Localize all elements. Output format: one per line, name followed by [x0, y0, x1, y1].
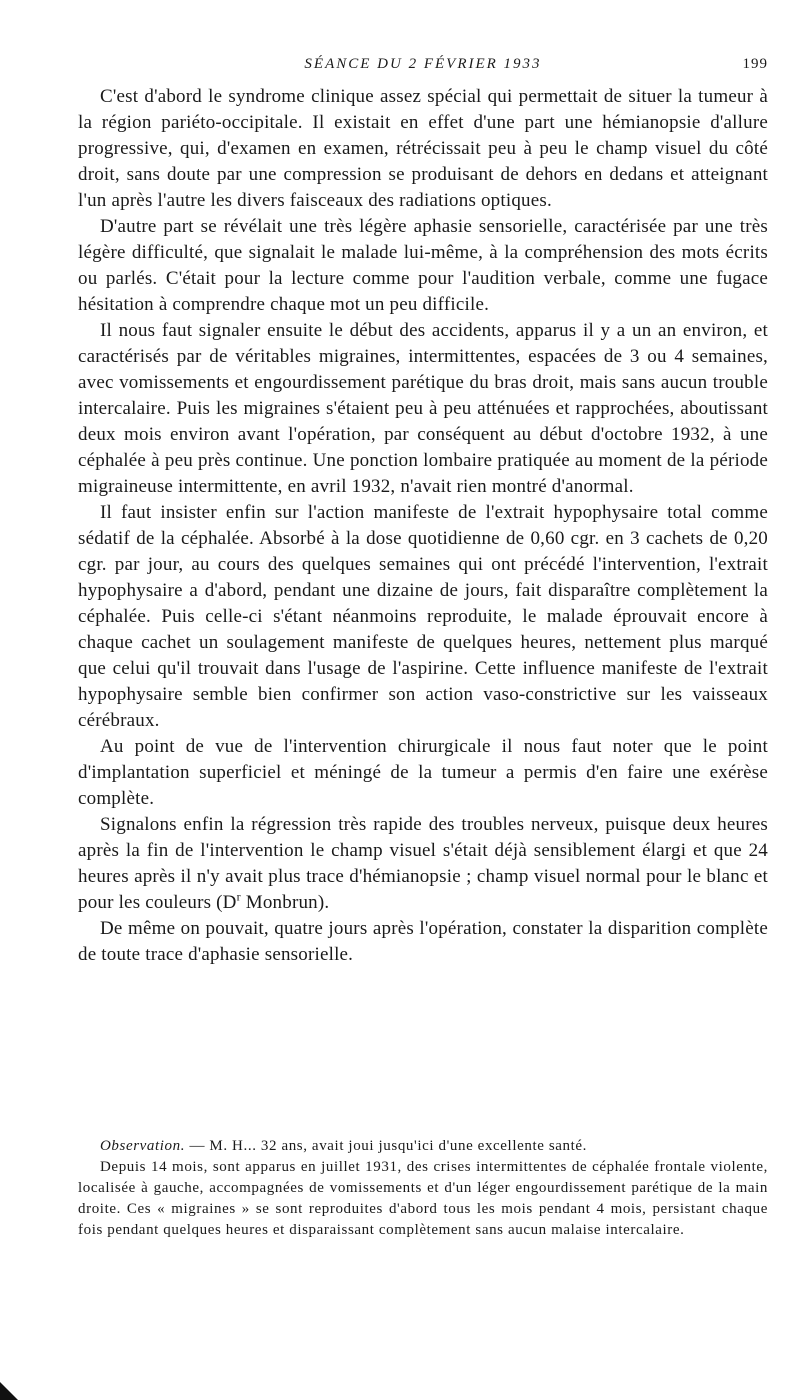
- observation-note: [78, 1136, 768, 1241]
- regression-text-end: Monbrun).: [240, 892, 330, 913]
- page-number: 199: [742, 56, 768, 72]
- running-title: SÉANCE DU 2 FÉVRIER 1933: [304, 56, 542, 72]
- observation-first-line: [78, 1136, 768, 1157]
- paragraph-intervention: Au point de vue de l'intervention chirurgicale il nous faut noter que le point d'implantation superficiel et méningé de la tumeur a permis d'en faire une exérèse complète.: [78, 736, 768, 809]
- paragraph-extrait-hypophysaire: Il faut insister enfin sur l'action manifeste de l'extrait hypophysaire total comme sédatif de la céphalée. Absorbé à la dose quotidienne de 0,60 cgr. en 3 cachets de 0,20 cgr. par jour, au cours des quelques semaines qui ont précédé l'intervention, l'extrait hypophysaire a d'abord, pendant une dizaine de jours, fait disparaître complètement la céphalée. Puis celle-ci s'étant néanmoins reproduite, le malade éprouvait encore à chaque cachet un soulagement manifeste de quelques heures, nettement plus marqué que celui qu'il trouvait dans l'usage de l'aspirine. Cette influence manifeste de l'extrait hypophysaire semble bien confirmer son action vaso-constrictive sur les vaisseaux cérébraux.: [78, 502, 768, 731]
- observation-label: Observation.: [100, 1138, 186, 1154]
- paragraph-migraines: Il nous faut signaler ensuite le début des accidents, apparus il y a un an environ, et caractérisés par de véritables migraines, intermittentes, espacées de 3 ou 4 semaines, avec vomissements et engourdissement parétique du bras droit, mais sans aucun trouble intercalaire. Puis les migraines s'étaient peu à peu atténuées et rapprochées, aboutissant deux mois environ avant l'opération, par conséquent au début d'octobre 1932, à une céphalée à peu près continue. Une ponction lombaire pratiquée au moment de la période migraineuse intermittente, en avril 1932, n'avait rien montré d'anormal.: [78, 320, 768, 497]
- paragraph-syndrome: C'est d'abord le syndrome clinique assez spécial qui permettait de situer la tumeur à la région pariéto-occipitale. Il existait en effet d'une part une hémianopsie d'allure progressive, qui, d'examen en examen, rétrécissait peu à peu le champ visuel du côté droit, sans doute par une compression se produisant de dehors en dedans et atteignant l'un après l'autre les divers faisceaux des radiations optiques.: [78, 86, 768, 211]
- main-text: [78, 84, 768, 968]
- page-header: [78, 56, 768, 80]
- observation-patient: M. H... 32 ans, avait joui jusqu'ici d'une excellente santé.: [209, 1138, 587, 1154]
- observation-history: Depuis 14 mois, sont apparus en juillet 1931, des crises intermittentes de céphalée frontale violente, localisée à gauche, accompagnées de vomissements et d'un léger engourdissement parétique de la main droite. Ces « migraines » se sont reproduites d'abord tous les mois pendant 4 mois, persistant chaque fois pendant quelques heures et disparaissant complètement sans aucun malaise intercalaire.: [78, 1159, 768, 1238]
- scan-corner-mark: [0, 1382, 18, 1400]
- paragraph-aphasie: D'autre part se révélait une très légère aphasie sensorielle, caractérisée par une très légère difficulté, que signalait le malade lui-même, à la compréhension des mots écrits ou parlés. C'était pour la lecture comme pour l'audition verbale, comme une fugace hésitation à comprendre chaque mot un peu difficile.: [78, 216, 768, 315]
- observation-dash: —: [185, 1138, 210, 1154]
- superscript-r: r: [236, 889, 241, 904]
- regression-text: Signalons enfin la régression très rapide des troubles nerveux, puisque deux heures après la fin de l'intervention le champ visuel s'était déjà sensiblement élargi et que 24 heures après il n'y avait plus trace d'hémianopsie ; champ visuel normal pour le blanc et pour les couleurs (D: [78, 814, 768, 913]
- paragraph-aphasie-disparition: De même on pouvait, quatre jours après l'opération, constater la disparition complète de toute trace d'aphasie sensorielle.: [78, 918, 768, 965]
- paragraph-regression: [78, 812, 768, 916]
